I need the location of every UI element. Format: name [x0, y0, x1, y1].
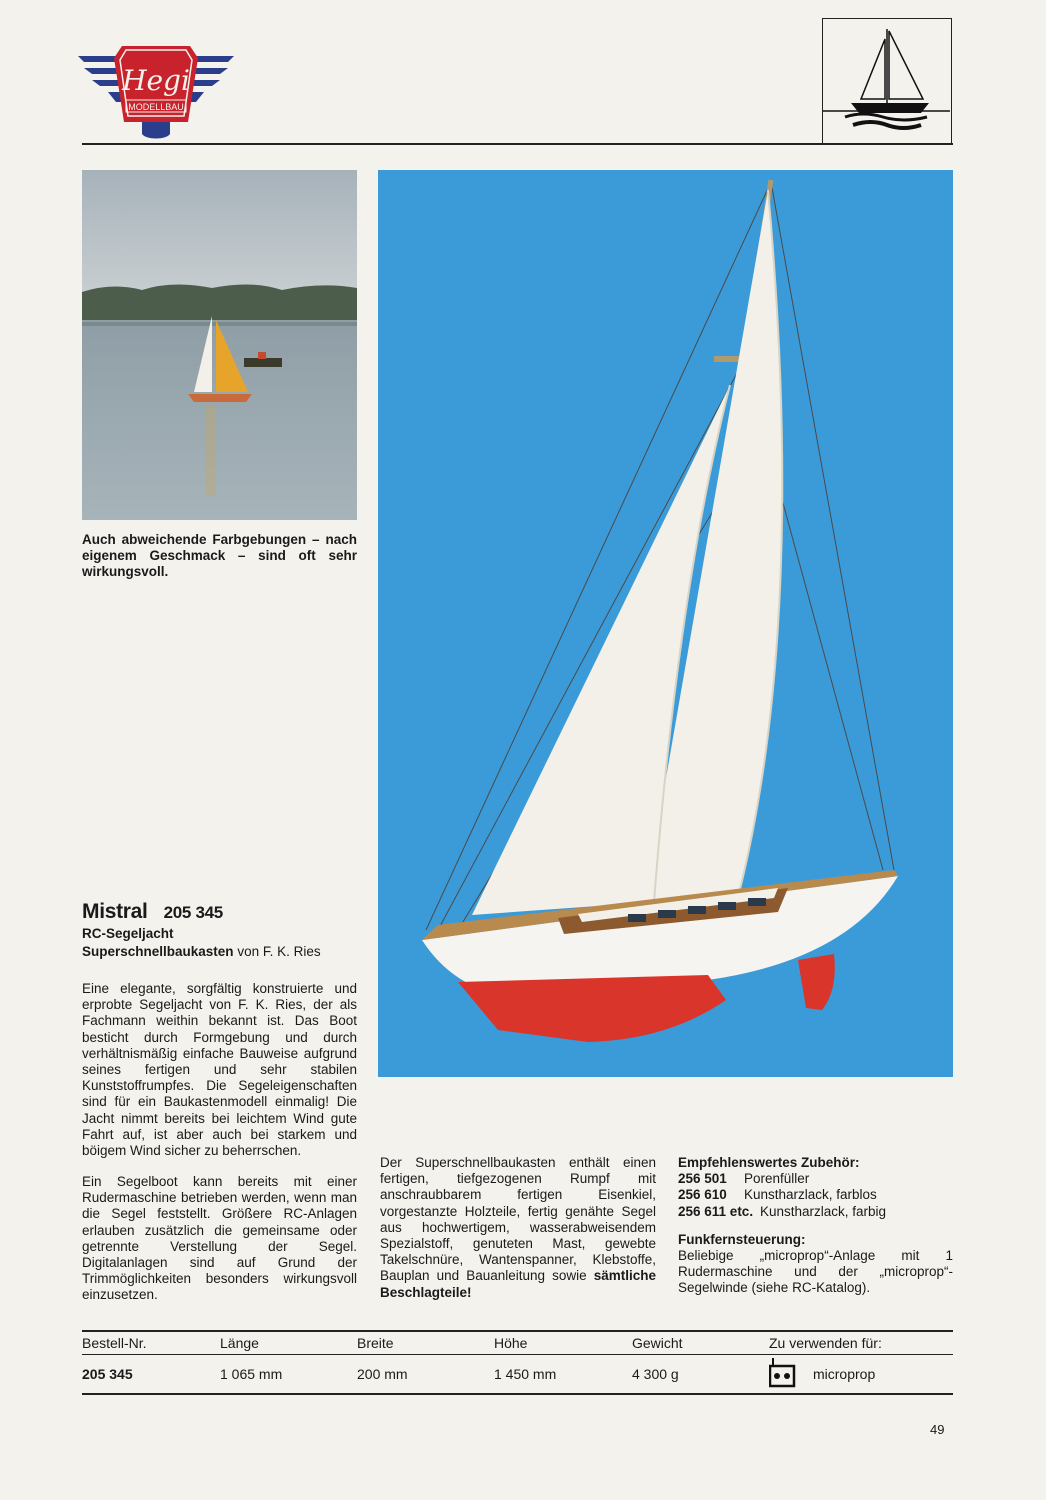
accessory-item: 256 611 etc. Kunstharzlack, farbig	[678, 1203, 887, 1219]
accessory-item: 256 610 Kunstharzlack, farblos	[678, 1187, 877, 1203]
description-paragraph-1: Eine elegante, sorgfältig konstruierte und erprobte Segeljacht von F. K. Ries, der als Fachmann weithin bekannt ist. Das Boot besticht durch Formgebung und durch verhältnismäßig einfache Bauweise aufgrund seines fertigen und sehr stabilen Kunststoffrumpfes. Die Segeleigenschaften sind für ein Baukastenmodell einmalig! Die Jacht nimmt bereits bei leichtem Wind gute Fahrt auf, ist aber auch bei starkem und böigem Wind sicher zu beherrschen.	[82, 981, 357, 1159]
kit-contents-text: Der Superschnellbaukasten enthält einen fertigen, tiefgezogenen Rumpf mit anschraubbarem fertigen Eisenkiel, vorgestanzte Holzteile, fertig genähte Segel aus hochwertigem, wasserabweisendem Spezialstoff, genuteten Mast, gewebte Takelschnüre, Wantenspanner, Klebstoffe, Bauplan und Bauanleitung sowie	[380, 1155, 656, 1284]
table-header: Bestell-Nr.	[82, 1334, 147, 1351]
accessory-item: 256 501 Porenfüller	[678, 1171, 810, 1187]
table-cell: 4 300 g	[632, 1366, 679, 1382]
accessories-heading: Empfehlenswertes Zubehör:	[678, 1155, 860, 1170]
hegi-logo	[78, 44, 234, 144]
table-header: Zu verwenden für:	[769, 1334, 882, 1351]
kit-contents-highlight: sämtliche Beschlagteile!	[380, 1268, 656, 1300]
product-type: RC-Segeljacht	[82, 926, 174, 941]
photo-caption: Auch abweichende Farbgebungen – nach eigenem Geschmack – sind oft sehr wirkungsvoll.	[82, 532, 357, 579]
table-header: Gewicht	[632, 1334, 683, 1351]
svg-text:MODELLBAU: MODELLBAU	[128, 102, 184, 112]
table-cell: 200 mm	[357, 1366, 408, 1382]
description-paragraph-2: Ein Segelboot kann bereits mit einer Rudermaschine betrieben werden, wenn man die Segel feststellt. Größere RC-Anlagen erlauben zusätzlich die gemeinsame oder getrennte Verstellung der Segel. Digitalanlagen sind auf Grund der Trimmöglichkeiten besonders wirkungsvoll einzusetzen.	[82, 1174, 357, 1303]
accessories-section	[678, 1155, 953, 1297]
product-kit: Superschnellbaukasten	[82, 944, 234, 959]
product-subtitle	[82, 925, 321, 961]
table-row	[82, 1355, 953, 1393]
page-number: 49	[930, 1422, 945, 1437]
header-rule	[82, 143, 953, 145]
table-cell: 1 450 mm	[494, 1366, 557, 1382]
product-title	[82, 900, 223, 924]
product-number: 205 345	[163, 903, 223, 922]
mistral-yacht-photo	[378, 170, 953, 1077]
table-header-row	[82, 1332, 953, 1354]
spec-table	[82, 1330, 953, 1395]
lake-photo	[82, 170, 357, 520]
rc-heading: Funkfernsteuerung:	[678, 1231, 806, 1247]
svg-text:Hegi: Hegi	[122, 64, 190, 97]
table-cell: 205 345	[82, 1366, 133, 1382]
table-header: Länge	[220, 1334, 259, 1351]
remote-control-icon	[769, 1358, 797, 1391]
product-name: Mistral	[82, 900, 148, 923]
rc-text: Beliebige „microprop“-Anlage mit 1 Rudermaschine und der „microprop“-Segelwinde (siehe RC-Katalog).	[678, 1248, 953, 1296]
table-header: Höhe	[494, 1334, 528, 1351]
sailboat-category-icon	[822, 18, 952, 144]
description-paragraph-3	[380, 1155, 656, 1301]
table-header: Breite	[357, 1334, 394, 1351]
product-author: von F. K. Ries	[237, 944, 321, 959]
table-cell: 1 065 mm	[220, 1366, 283, 1382]
table-cell: microprop	[769, 1358, 953, 1391]
